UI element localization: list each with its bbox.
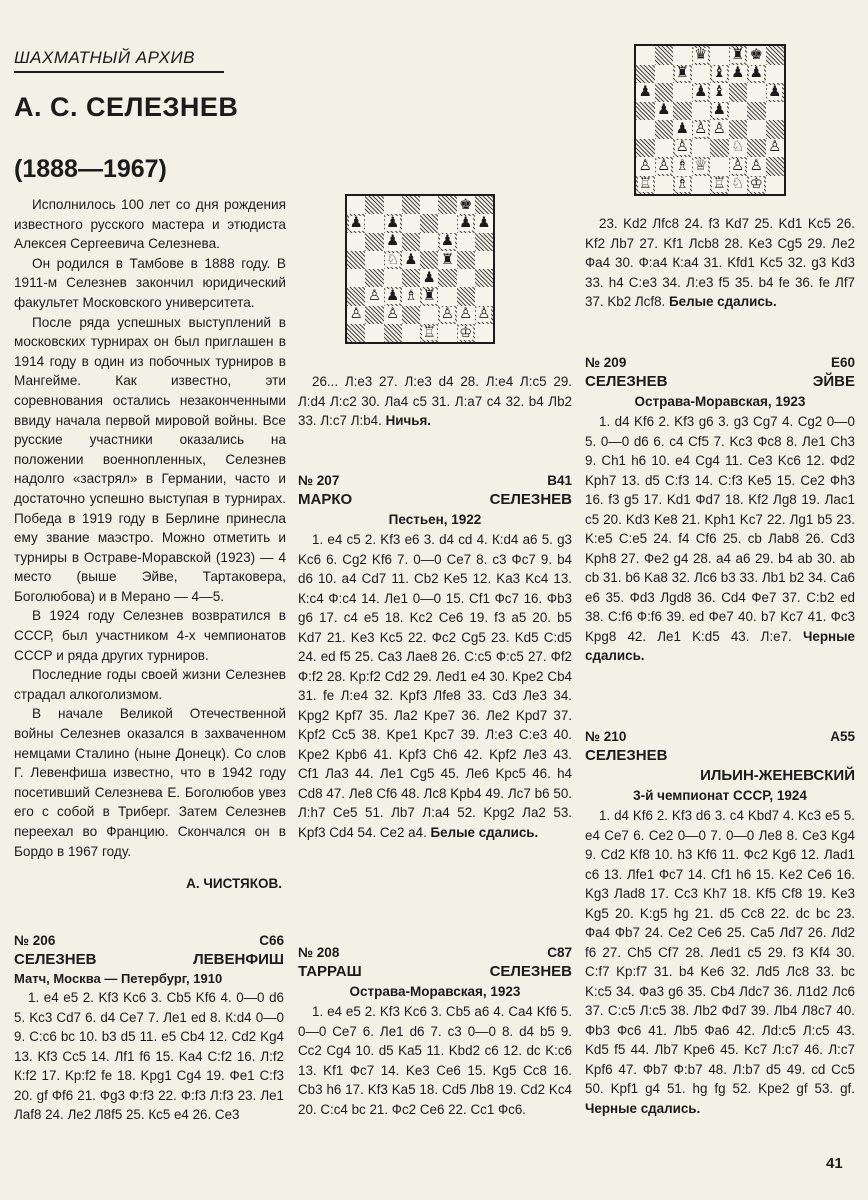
board-square bbox=[402, 251, 420, 269]
board-square bbox=[475, 324, 493, 342]
board-square bbox=[729, 102, 748, 121]
board-square bbox=[402, 233, 420, 251]
board-square bbox=[420, 306, 438, 324]
white-bishop-icon: ♗ bbox=[675, 156, 689, 174]
board-square bbox=[384, 287, 402, 305]
white-player: МАРКО bbox=[298, 491, 353, 508]
board-square bbox=[420, 287, 438, 305]
white-pawn-icon: ♙ bbox=[349, 305, 363, 323]
board-square bbox=[402, 324, 420, 342]
white-pawn-icon: ♙ bbox=[477, 305, 491, 323]
board-square bbox=[347, 287, 365, 305]
white-player: СЕЛЕЗНЕВ bbox=[14, 951, 97, 968]
white-knight-icon: ♘ bbox=[731, 138, 745, 156]
game-number: № 208 bbox=[298, 945, 340, 960]
board-square bbox=[729, 120, 748, 139]
board-square bbox=[747, 83, 766, 102]
board-square bbox=[766, 65, 785, 84]
board-square bbox=[655, 176, 674, 195]
game-moves: 26... Л:е3 27. Л:е3 d4 28. Л:е4 Л:с5 29. Л:d4 Л:с2 30. Ла4 с5 31. Л:а7 с4 32. b4 Лb2 33. Л:с7 Л:b4. bbox=[298, 374, 572, 428]
board-square bbox=[766, 83, 785, 102]
white-pawn-icon: ♙ bbox=[768, 138, 782, 156]
board-square bbox=[729, 83, 748, 102]
black-player: ЛЕВЕНФИШ bbox=[193, 951, 284, 968]
board-square bbox=[365, 287, 383, 305]
board-square bbox=[673, 83, 692, 102]
board-square bbox=[636, 157, 655, 176]
board-square bbox=[747, 157, 766, 176]
board-square bbox=[655, 65, 674, 84]
board-square bbox=[636, 176, 655, 195]
board-square bbox=[729, 46, 748, 65]
white-player: СЕЛЕЗНЕВ bbox=[585, 747, 668, 764]
board-square bbox=[457, 269, 475, 287]
black-player: ИЛЬИН-ЖЕНЕВСКИЙ bbox=[700, 767, 855, 784]
black-rook-icon: ♜ bbox=[422, 287, 436, 305]
board-square bbox=[747, 65, 766, 84]
white-rook-icon: ♖ bbox=[712, 175, 726, 193]
board-square bbox=[384, 306, 402, 324]
game-208 bbox=[298, 944, 572, 1119]
black-pawn-icon: ♟ bbox=[459, 214, 473, 232]
board-square bbox=[420, 233, 438, 251]
board-square bbox=[438, 324, 456, 342]
bio-paragraph: В 1924 году Селезнев возвратился в СССР, был участником 4-х чемпионатов СССР и ряда других турниров. bbox=[14, 608, 286, 663]
board-square bbox=[692, 139, 711, 158]
black-king-icon: ♚ bbox=[459, 195, 473, 213]
board-square bbox=[365, 196, 383, 214]
game-result: Черные сдались. bbox=[585, 628, 855, 663]
board-square bbox=[438, 251, 456, 269]
board-square bbox=[710, 102, 729, 121]
white-player: СЕЛЕЗНЕВ bbox=[585, 373, 668, 390]
board-square bbox=[692, 65, 711, 84]
game-209 bbox=[585, 354, 855, 666]
black-pawn-icon: ♟ bbox=[694, 82, 708, 100]
board-square bbox=[402, 214, 420, 232]
board-square bbox=[655, 139, 674, 158]
black-pawn-icon: ♟ bbox=[404, 250, 418, 268]
board-square bbox=[384, 196, 402, 214]
black-player: СЕЛЕЗНЕВ bbox=[489, 963, 572, 980]
board-square bbox=[710, 120, 729, 139]
article-title: А. С. СЕЛЕЗНЕВ bbox=[14, 92, 239, 122]
board-square bbox=[457, 287, 475, 305]
board-square bbox=[384, 269, 402, 287]
white-queen-icon: ♕ bbox=[694, 156, 708, 174]
black-rook-icon: ♜ bbox=[440, 250, 454, 268]
game-206-continuation bbox=[298, 372, 572, 431]
board-square bbox=[692, 102, 711, 121]
board-square bbox=[347, 233, 365, 251]
board-square bbox=[384, 214, 402, 232]
game-number: № 207 bbox=[298, 473, 340, 488]
board-square bbox=[475, 233, 493, 251]
game-moves: 1. d4 Kf6 2. Kf3 d6 3. c4 Kbd7 4. Kc3 e5 5. e4 Ce7 6. Ce2 0—0 7. 0—0 Ле8 8. Ce3 Kg4 9. Cd2 Kf8 10. h3 Kf6 11. Фс2 Kg6 12. Лаd1 c6 13. Лfe1 Фс7 14. Cf1 h6 15. Ke2 Ce6 16. Kg3 Лаd8 17. Cc3 Kh7 18. Kf5 Cf8 19. Ke3 Kg5 20. K:g5 hg 21. d5 Cc8 22. dc bc 23. Фа4 Фb7 24. Ce2 Ce6 25. Ca5 Лd7 26. Лd2 f6 27. Ch5 Cf7 28. Лed1 c5 29. f3 Kf4 30. C:f7 Kp:f7 31. b4 Ke6 32. Лd5 Лc8 33. bc K:c5 34. Фа3 g6 35. Cb4 Лdc7 36. Л1d2 Лc6 37. C:c5 Л:c5 38. Лb2 Фd7 39. Лb4 Л8с7 40. Фb3 Фс6 41. Лb5 Фа6 42. Лd:c5 Л:с5 43. Kd5 f5 44. Лb7 Kpe6 45. Kc7 Л:с7 46. Л:с7 Kpf6 47. Фb7 Ф:b7 48. Л:b7 d5 49. cd Cc5 50. Kpf1 g4 51. hg fg 52. Kpe2 gf 53. gf. bbox=[585, 808, 855, 1096]
board-square bbox=[420, 196, 438, 214]
bio-paragraph: Исполнилось 100 лет со дня рождения известного русского мастера и этюдиста Алексея Сергеевича Селезнева. bbox=[14, 197, 286, 252]
white-bishop-icon: ♗ bbox=[675, 175, 689, 193]
game-moves: 1. e4 e5 2. Kf3 Kc6 3. Cb5 a6 4. Ca4 Kf6 5. 0—0 Ce7 6. Ле1 d6 7. c3 0—0 8. d4 b5 9. Cc2 Cg4 10. d5 Ka5 11. Kbd2 c6 12. dc K:c6 13. Kf1 Фс7 14. Ke3 Ce6 15. Kg5 Cc8 16. Cb3 h6 17. Kf3 Ka5 18. Cd5 Лb8 19. Cd2 Kc4 20. C:c4 bc 21. Фс2 Ce6 22. Cc1 Фс6. bbox=[298, 1004, 572, 1117]
white-knight-icon: ♘ bbox=[386, 250, 400, 268]
board-square bbox=[438, 269, 456, 287]
board-square bbox=[729, 139, 748, 158]
board-square bbox=[673, 65, 692, 84]
board-square bbox=[636, 102, 655, 121]
black-pawn-icon: ♟ bbox=[386, 287, 400, 305]
board-square bbox=[766, 46, 785, 65]
board-square bbox=[475, 196, 493, 214]
board-square bbox=[475, 269, 493, 287]
board-square bbox=[692, 120, 711, 139]
board-square bbox=[438, 233, 456, 251]
white-pawn-icon: ♙ bbox=[712, 119, 726, 137]
game-number: № 210 bbox=[585, 729, 627, 744]
white-knight-icon: ♘ bbox=[731, 175, 745, 193]
eco-code: C66 bbox=[259, 933, 284, 948]
black-pawn-icon: ♟ bbox=[768, 82, 782, 100]
white-king-icon: ♔ bbox=[749, 175, 763, 193]
white-bishop-icon: ♗ bbox=[404, 287, 418, 305]
board-square bbox=[365, 251, 383, 269]
board-square bbox=[747, 120, 766, 139]
board-square bbox=[766, 120, 785, 139]
game-event: Острава-Моравская, 1923 bbox=[634, 394, 806, 409]
board-square bbox=[747, 139, 766, 158]
board-square bbox=[673, 120, 692, 139]
board-square bbox=[438, 306, 456, 324]
eco-code: B41 bbox=[547, 473, 572, 488]
board-square bbox=[655, 46, 674, 65]
board-square bbox=[636, 139, 655, 158]
board-square bbox=[710, 65, 729, 84]
board-square bbox=[673, 46, 692, 65]
white-pawn-icon: ♙ bbox=[731, 156, 745, 174]
white-king-icon: ♔ bbox=[459, 323, 473, 341]
black-pawn-icon: ♟ bbox=[386, 232, 400, 250]
board-square bbox=[636, 120, 655, 139]
white-pawn-icon: ♙ bbox=[749, 156, 763, 174]
board-square bbox=[347, 269, 365, 287]
board-square bbox=[420, 269, 438, 287]
page-number: 41 bbox=[826, 1155, 843, 1172]
black-pawn-icon: ♟ bbox=[386, 214, 400, 232]
game-result: Черные сдались. bbox=[585, 1100, 701, 1116]
board-square bbox=[384, 324, 402, 342]
board-square bbox=[766, 139, 785, 158]
biography bbox=[14, 195, 286, 861]
black-player: ЭЙВЕ bbox=[812, 373, 855, 390]
board-square bbox=[729, 157, 748, 176]
chessboard-diagram-206 bbox=[345, 194, 495, 344]
board-square bbox=[457, 233, 475, 251]
board-square bbox=[710, 83, 729, 102]
board-square bbox=[402, 306, 420, 324]
board-square bbox=[475, 251, 493, 269]
white-pawn-icon: ♙ bbox=[367, 287, 381, 305]
game-header bbox=[585, 354, 855, 412]
board-square bbox=[347, 324, 365, 342]
black-pawn-icon: ♟ bbox=[422, 268, 436, 286]
board-square bbox=[766, 176, 785, 195]
game-header bbox=[298, 472, 572, 530]
black-king-icon: ♚ bbox=[749, 45, 763, 63]
game-207 bbox=[298, 472, 572, 842]
black-pawn-icon: ♟ bbox=[477, 214, 491, 232]
black-rook-icon: ♜ bbox=[675, 64, 689, 82]
white-player: ТАРРАШ bbox=[298, 963, 362, 980]
white-rook-icon: ♖ bbox=[422, 323, 436, 341]
board-square bbox=[402, 269, 420, 287]
board-square bbox=[365, 233, 383, 251]
game-moves: 1. d4 Kf6 2. Kf3 g6 3. g3 Cg7 4. Cg2 0—0 5. 0—0 d6 6. c4 Cf5 7. Kc3 Фс8 8. Ле1 Ch3 9. Ch1 h6 10. e4 Cg4 11. Ce3 Kc6 12. Фd2 Kph7 13. d5 C:f3 14. C:f3 Ke5 15. Ce2 Фh3 16. f3 g5 17. Kd1 Фd7 18. Kf2 Лg8 19. Лас1 c5 20. Kd3 Ke8 21. Kph1 Kc7 22. Лg1 b5 23. K:e5 C:e5 24. f4 Cf6 25. cb Лab8 26. Cd3 Kph8 27. Фе2 g4 28. a4 a6 29. b4 ab 30. ab cb 31. b6 Ka8 32. Лс6 b3 33. Лb1 b2 34. Ca6 e6 35. Фd3 Лgd8 36. Cd4 Фе7 37. C:b2 ed 38. C:f6 Ф:f6 39. ed Фе7 40. b7 Kc7 41. Фс3 Kpg8 42. Ле1 K:d5 43. Л:е7. bbox=[585, 414, 855, 644]
game-207-continuation bbox=[585, 214, 855, 312]
board-square bbox=[438, 214, 456, 232]
game-210 bbox=[585, 728, 855, 1118]
white-pawn-icon: ♙ bbox=[638, 156, 652, 174]
board-square bbox=[655, 83, 674, 102]
board-square bbox=[747, 46, 766, 65]
board-square bbox=[365, 306, 383, 324]
board-square bbox=[365, 214, 383, 232]
board-square bbox=[457, 251, 475, 269]
game-header bbox=[298, 944, 572, 1002]
board-square bbox=[673, 176, 692, 195]
board-square bbox=[347, 251, 365, 269]
black-pawn-icon: ♟ bbox=[749, 64, 763, 82]
game-moves: 23. Kd2 Лfc8 24. f3 Kd7 25. Kd1 Kc5 26. Kf2 Лb7 27. Kf1 Лсb8 28. Ke3 Cg5 29. Ле2 Фа4 30. Ф:а4 К:а4 31. Kfd1 Kc5 32. g3 Kd3 33. h4 C:e3 34. Л:е3 f5 35. b4 fe 36. fe Лf7 37. Kb2 Лсf8. bbox=[585, 216, 855, 309]
game-header bbox=[14, 932, 284, 988]
board-square bbox=[710, 46, 729, 65]
board-square bbox=[747, 176, 766, 195]
eco-code: A55 bbox=[830, 729, 855, 744]
section-tag: ШАХМАТНЫЙ АРХИВ bbox=[14, 48, 224, 73]
black-pawn-icon: ♟ bbox=[638, 82, 652, 100]
board-square bbox=[457, 324, 475, 342]
black-pawn-icon: ♟ bbox=[349, 214, 363, 232]
board-square bbox=[636, 46, 655, 65]
game-event: Острава-Моравская, 1923 bbox=[349, 984, 521, 999]
board-square bbox=[673, 139, 692, 158]
board-square bbox=[347, 214, 365, 232]
board-square bbox=[402, 287, 420, 305]
board-square bbox=[710, 139, 729, 158]
white-pawn-icon: ♙ bbox=[675, 138, 689, 156]
board-square bbox=[673, 157, 692, 176]
black-queen-icon: ♛ bbox=[694, 45, 708, 63]
game-result: Белые сдались. bbox=[430, 824, 539, 840]
board-square bbox=[420, 324, 438, 342]
black-pawn-icon: ♟ bbox=[731, 64, 745, 82]
board-square bbox=[710, 176, 729, 195]
bio-paragraph: Последние годы своей жизни Селезнев страдал алкоголизмом. bbox=[14, 667, 286, 702]
game-header bbox=[585, 728, 855, 806]
board-square bbox=[692, 46, 711, 65]
board-square bbox=[384, 251, 402, 269]
board-square bbox=[384, 233, 402, 251]
game-result: Белые сдались. bbox=[669, 294, 777, 309]
board-square bbox=[766, 157, 785, 176]
eco-code: C87 bbox=[547, 945, 572, 960]
black-pawn-icon: ♟ bbox=[657, 101, 671, 119]
black-pawn-icon: ♟ bbox=[440, 232, 454, 250]
black-rook-icon: ♜ bbox=[731, 45, 745, 63]
white-rook-icon: ♖ bbox=[638, 175, 652, 193]
board-square bbox=[729, 176, 748, 195]
board-square bbox=[692, 157, 711, 176]
game-event: Пестьен, 1922 bbox=[388, 512, 482, 527]
board-square bbox=[438, 196, 456, 214]
black-bishop-icon: ♝ bbox=[712, 64, 726, 82]
board-square bbox=[420, 251, 438, 269]
board-square bbox=[365, 324, 383, 342]
board-square bbox=[475, 214, 493, 232]
game-moves: 1. e4 c5 2. Kf3 e6 3. d4 cd 4. К:d4 a6 5. g3 Kc6 6. Cg2 Kf6 7. 0—0 Ce7 8. c3 Фс7 9. b4 d6 10. a4 Cd7 11. Cb2 Ke5 12. Ka3 Kc4 13. К:с4 Ф:с4 14. Ле1 0—0 15. Cf1 Фс7 16. Фb3 g6 17. c4 e5 18. Kc2 Ce6 19. f3 a5 20. b5 Kd7 21. Ke3 Kc5 22. Фс2 Cg5 23. Kd5 C:d5 24. ed f5 25. Ca3 Лае8 26. C:c5 Ф:c5 27. Фf2 Ф:f2 28. Kp:f2 Cd2 29. Лed1 e4 30. Kpe2 Cb4 31. fe Л:е4 32. Kpf3 Лfe8 33. Cd3 Ле3 34. Kpg2 Kpf7 35. Ла2 Kpe7 36. Ле2 Kpd7 37. Kpf2 Cc5 38. Kpe1 Kpc7 39. Л:е3 С:е3 40. Kpe2 Kpb6 41. Kpf3 Ch6 42. Kpf2 Ле3 43. Cf1 Ла3 44. Ле1 Cg5 45. Ле6 Kpc5 46. h4 Cd8 47. Ле8 Cf6 48. Лc8 Kpb4 49. Лc7 b6 50. Л:h7 Ce5 51. Лb7 Л:а4 52. Kpg2 Ла2 53. Kpf3 Cd4 54. Ce2 a4. bbox=[298, 532, 572, 840]
bio-paragraph: В начале Великой Отечественной войны Селезнев оказался в захваченном немцами Сталино (ныне Донецк). Со слов Г. Левенфиша известно, что в 1942 году посетивший Селезнева Е. Боголюбов увез его с собой в Триберг. Затем Селезнев переехал во Францию. Скончался он в Бордо в 1967 году. bbox=[14, 706, 286, 859]
white-pawn-icon: ♙ bbox=[657, 156, 671, 174]
board-square bbox=[420, 214, 438, 232]
board-square bbox=[692, 176, 711, 195]
board-square bbox=[457, 196, 475, 214]
game-moves: 1. e4 e5 2. Kf3 Kc6 3. Cb5 Kf6 4. 0—0 d6 5. Kc3 Cd7 6. d4 Ce7 7. Ле1 ed 8. К:d4 0—0 9. С:с6 bc 10. b3 d5 11. e5 Cb4 12. Cd2 Kg4 13. Kf3 Cc5 14. Лf1 f6 15. Ka4 C:f2 16. Л:f2 К:f2 17. Kp:f2 fe 18. Kpg1 Cg4 19. Фе1 С:f3 20. gf Фf6 21. Фg3 Ф:f3 22. Ф:f3 Л:f3 23. Ле1 Лаf8 24. Ле2 Л8f5 25. Кс5 e4 26. Се3 bbox=[14, 990, 284, 1122]
board-square bbox=[710, 157, 729, 176]
board-square bbox=[655, 120, 674, 139]
board-square bbox=[673, 102, 692, 121]
board-square bbox=[347, 196, 365, 214]
black-pawn-icon: ♟ bbox=[675, 119, 689, 137]
board-square bbox=[347, 306, 365, 324]
board-square bbox=[636, 83, 655, 102]
bio-paragraph: Он родился в Тамбове в 1888 году. В 1911-м Селезнев закончил юридический факультет Московского университета. bbox=[14, 255, 286, 310]
article-years: (1888—1967) bbox=[14, 155, 167, 183]
board-square bbox=[438, 287, 456, 305]
board-square bbox=[457, 306, 475, 324]
author-signature: А. ЧИСТЯКОВ. bbox=[186, 876, 282, 891]
board-square bbox=[766, 102, 785, 121]
board-square bbox=[457, 214, 475, 232]
board-square bbox=[655, 157, 674, 176]
board-square bbox=[365, 269, 383, 287]
black-player: СЕЛЕЗНЕВ bbox=[489, 491, 572, 508]
white-pawn-icon: ♙ bbox=[694, 119, 708, 137]
black-pawn-icon: ♟ bbox=[712, 101, 726, 119]
board-square bbox=[692, 83, 711, 102]
board-square bbox=[475, 287, 493, 305]
eco-code: E60 bbox=[830, 355, 855, 370]
black-bishop-icon: ♝ bbox=[712, 82, 726, 100]
board-square bbox=[747, 102, 766, 121]
bio-paragraph: После ряда успешных выступлений в московских турнирах он был приглашен в 1914 году в один из побочных турниров в Мангейме. Как известно, эти соревнования остались незаконченными ввиду начала первой мировой войны. Все русские участники оказались на положении военнопленных, Селезнев надолго «застрял» в Германии, часто и достаточно успешно выступая в турнирах. Победа в 1919 году в Берлине принесла ему звание маэстро. Можно отметить и турниры в Остраве-Моравской (1923) — 4 место (выше Эйве, Тартаковера, Боголюбова) и в Мерано — 4—5. bbox=[14, 314, 286, 604]
white-pawn-icon: ♙ bbox=[386, 305, 400, 323]
chessboard-diagram-208 bbox=[634, 44, 786, 196]
white-pawn-icon: ♙ bbox=[440, 305, 454, 323]
board-square bbox=[475, 306, 493, 324]
board-square bbox=[655, 102, 674, 121]
board-square bbox=[636, 65, 655, 84]
board-square bbox=[729, 65, 748, 84]
board-square bbox=[402, 196, 420, 214]
game-number: № 209 bbox=[585, 355, 627, 370]
white-pawn-icon: ♙ bbox=[459, 305, 473, 323]
game-result: Ничья. bbox=[385, 413, 432, 428]
game-number: № 206 bbox=[14, 933, 56, 948]
game-206 bbox=[14, 932, 284, 1125]
game-event: 3-й чемпионат СССР, 1924 bbox=[633, 788, 807, 803]
game-event: Матч, Москва — Петербург, 1910 bbox=[14, 971, 223, 986]
